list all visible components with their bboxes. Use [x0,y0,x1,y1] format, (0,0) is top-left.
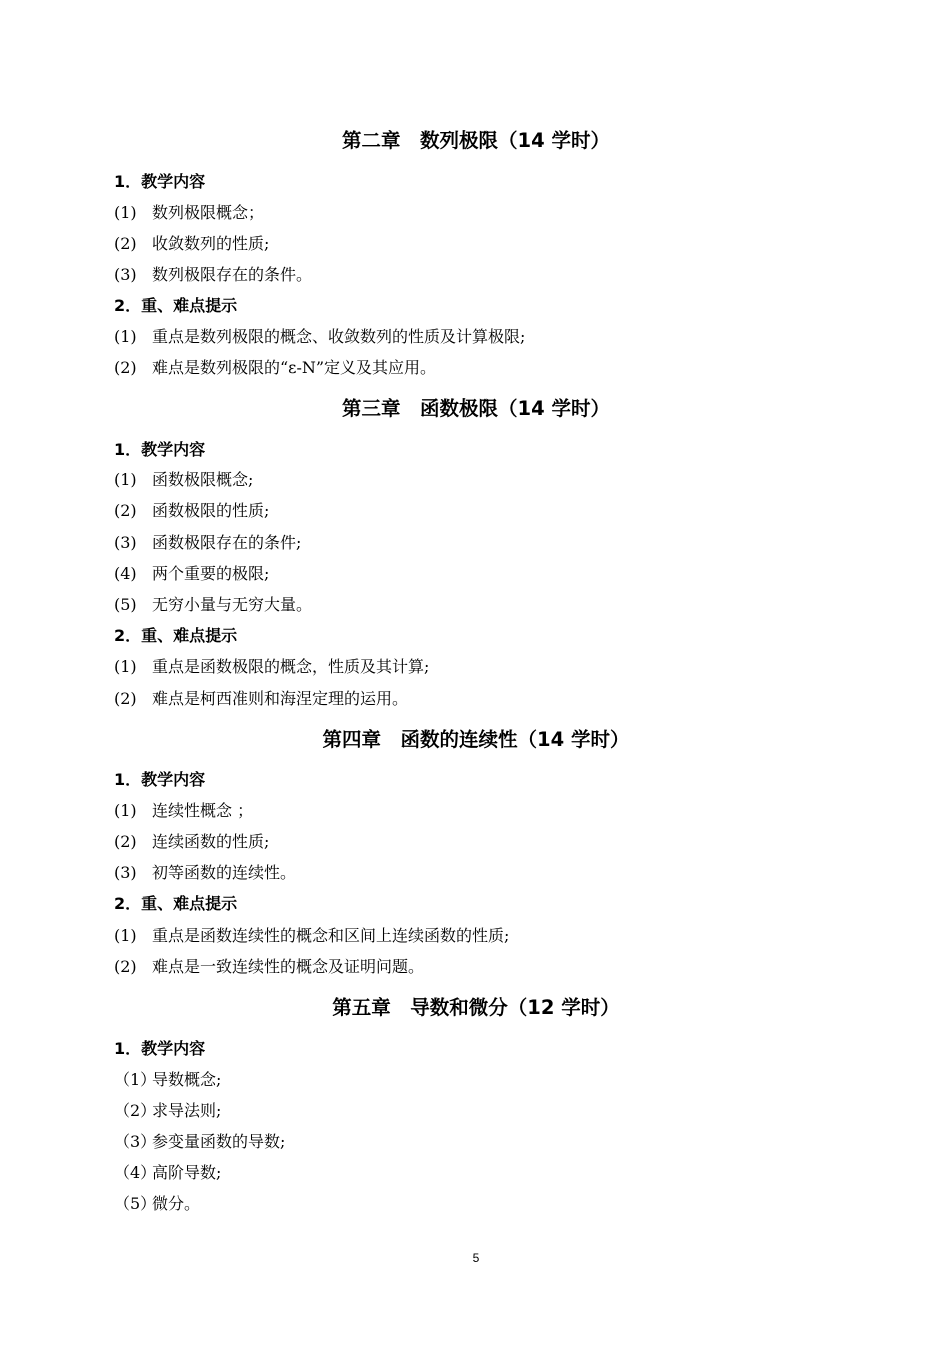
item-number: (1) [114,470,137,489]
item-text: 重点是数列极限的概念、收敛数列的性质及计算极限; [152,327,526,346]
item-text: 函数极限概念; [152,470,254,489]
list-item [114,233,269,255]
item-number: (1) [114,801,137,820]
list-item [114,1162,221,1184]
list-item [114,956,424,978]
item-number: （3） [114,1132,157,1151]
item-text: 函数极限存在的条件; [152,533,302,552]
chapter-2-title: 第二章 数列极限（14 学时） [342,129,610,152]
item-number: (3) [114,863,137,882]
chapter-5-content-heading: 1．教学内容 [114,1039,206,1058]
item-number: (2) [114,957,137,976]
list-item [114,1131,285,1153]
item-text: 难点是柯西准则和海涅定理的运用。 [152,689,409,708]
list-item [114,500,269,522]
item-number: (1) [114,203,137,222]
item-number: (4) [114,564,137,583]
list-item [114,688,408,710]
item-number: (3) [114,533,137,552]
chapter-4-title: 第四章 函数的连续性（14 学时） [322,728,630,751]
item-text: 连续函数的性质; [152,832,270,851]
item-text: 函数极限的性质; [152,501,270,520]
list-item [114,800,253,822]
list-item [114,656,429,678]
item-number: （1） [114,1070,157,1089]
item-text: 两个重要的极限; [152,564,270,583]
item-number: （2） [114,1101,157,1120]
item-text: 数列极限存在的条件。 [152,265,313,284]
item-text: 难点是数列极限的“ε-N”定义及其应用。 [152,358,437,377]
list-item [114,202,264,224]
item-text: 收敛数列的性质; [152,234,270,253]
chapter-3-title: 第三章 函数极限（14 学时） [342,397,610,420]
item-number: (2) [114,832,137,851]
chapter-4-content-heading: 1．教学内容 [114,770,206,789]
list-item [114,357,436,379]
item-number: (2) [114,689,137,708]
item-text: 参变量函数的导数; [152,1132,286,1151]
list-item [114,1100,221,1122]
chapter-2-keypoints-heading: 2．重、难点提示 [114,296,238,315]
item-text: 导数概念; [152,1070,222,1089]
list-item [114,326,525,348]
item-number: (3) [114,265,137,284]
item-text: 无穷小量与无穷大量。 [152,595,313,614]
list-item [114,563,269,585]
chapter-3-keypoints-heading: 2．重、难点提示 [114,626,238,645]
item-number: (1) [114,327,137,346]
item-text: 连续性概念 ； [152,801,254,820]
list-item [114,594,312,616]
list-item [114,264,312,286]
item-number: (2) [114,358,137,377]
list-item [114,831,269,853]
item-number: (1) [114,657,137,676]
chapter-3-content-heading: 1．教学内容 [114,440,206,459]
item-text: 高阶导数; [152,1163,222,1182]
item-text: 求导法则; [152,1101,222,1120]
list-item [114,469,253,491]
item-text: 初等函数的连续性。 [152,863,297,882]
item-number: (5) [114,595,137,614]
item-text: 难点是一致连续性的概念及证明问题。 [152,957,425,976]
list-item [114,925,509,947]
chapter-5-title: 第五章 导数和微分（12 学时） [332,996,620,1019]
item-text: 重点是函数极限的概念，性质及其计算; [152,657,430,676]
item-number: (1) [114,926,137,945]
list-item [114,532,301,554]
item-number: （5） [114,1194,157,1213]
list-item [114,1069,221,1091]
item-number: (2) [114,501,137,520]
item-text: 微分。 [152,1194,201,1213]
chapter-4-keypoints-heading: 2．重、难点提示 [114,894,238,913]
page-number: 5 [472,1251,480,1265]
item-text: 重点是函数连续性的概念和区间上连续函数的性质; [152,926,510,945]
chapter-2-content-heading: 1．教学内容 [114,172,206,191]
item-number: （4） [114,1163,157,1182]
item-text: 数列极限概念； [152,203,265,222]
list-item [114,1193,200,1215]
list-item [114,862,296,884]
item-number: (2) [114,234,137,253]
